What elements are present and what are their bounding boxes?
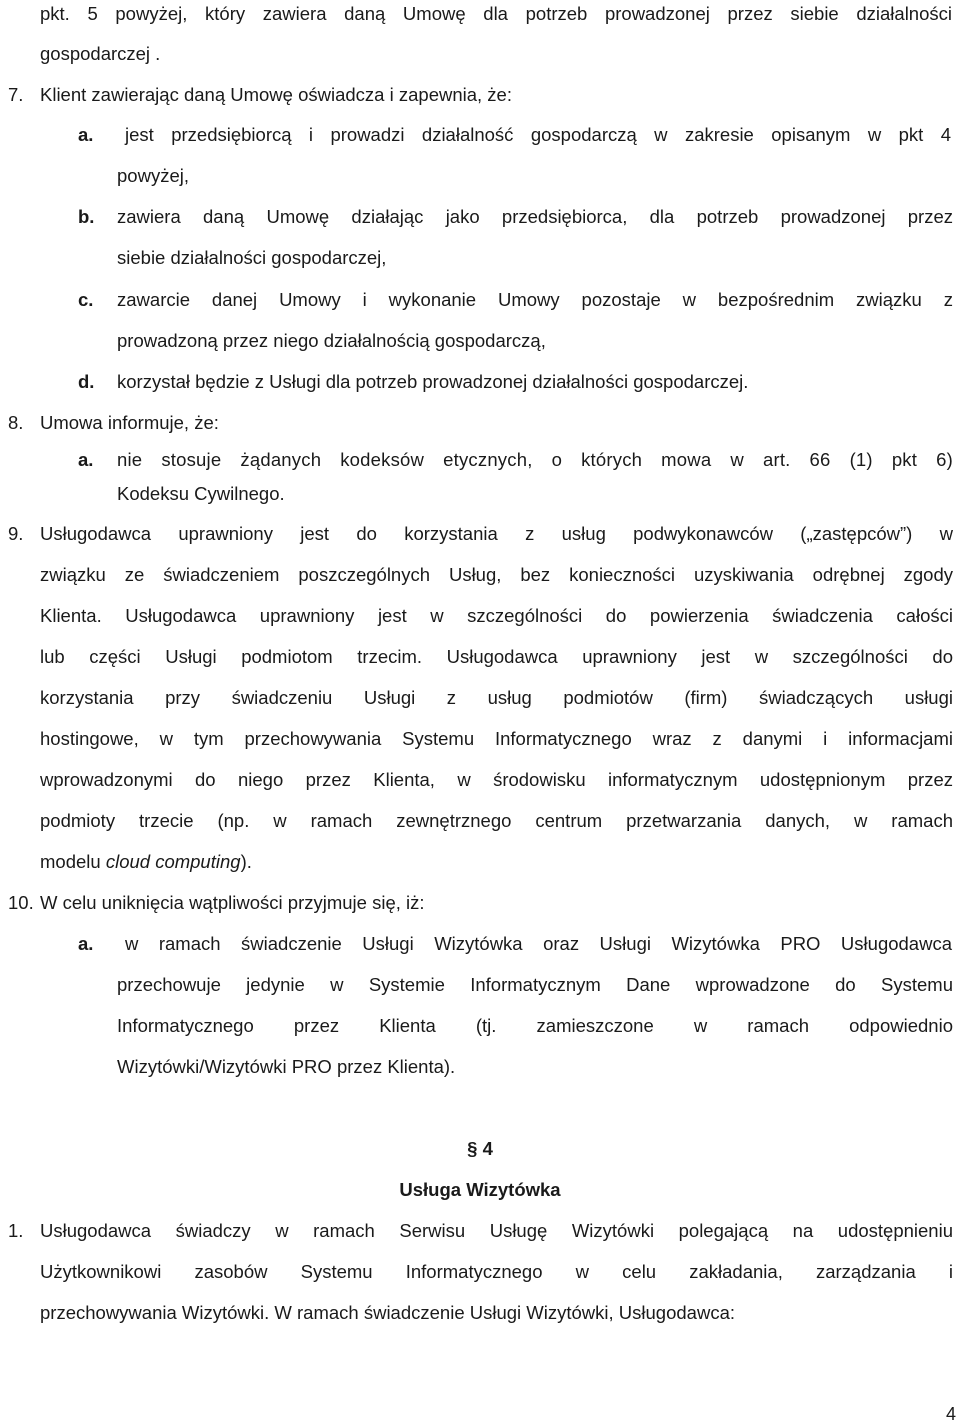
text-run: ).: [240, 851, 252, 872]
sublist-text: zawarcie danej Umowy i wykonanie Umowy pozostaje w bezpośrednim związku z: [117, 289, 953, 310]
sublist-text: przechowuje jedynie w Systemie Informatycznym Dane wprowadzone do Systemu: [117, 974, 953, 995]
paragraph-line: przechowywania Wizytówki. W ramach świadczenie Usługi Wizytówki, Usługodawca:: [40, 1302, 735, 1323]
sublist-label: a.: [78, 449, 94, 470]
sublist-text: Wizytówki/Wizytówki PRO przez Klienta).: [117, 1056, 456, 1077]
list-number: 9.: [8, 523, 24, 544]
paragraph-line: Klienta. Usługodawca uprawniony jest w szczególności do powierzenia świadczenia całości: [40, 605, 953, 626]
sublist-text: nie stosuje żądanych kodeksów etycznych, o których mowa w art. 66 (1) pkt 6): [117, 449, 953, 470]
sublist-text: korzystał będzie z Usługi dla potrzeb prowadzonej działalności gospodarczej.: [117, 371, 749, 392]
list-number: 8.: [8, 412, 24, 433]
sublist-text: zawiera daną Umowę działając jako przedsiębiorca, dla potrzeb prowadzonej przez: [117, 206, 953, 227]
paragraph-line: pkt. 5 powyżej, który zawiera daną Umowę dla potrzeb prowadzonej przez siebie działalności: [40, 3, 952, 24]
sublist-label: a.: [78, 933, 94, 954]
list-number: 1.: [8, 1220, 24, 1241]
paragraph-line: [40, 850, 252, 874]
paragraph-line: Usługodawca świadczy w ramach Serwisu Usługę Wizytówki polegającą na udostępnieniu: [40, 1220, 953, 1241]
sublist-label: b.: [78, 206, 95, 227]
sublist-label: c.: [78, 289, 94, 310]
list-item-text: Klient zawierając daną Umowę oświadcza i zapewnia, że:: [40, 84, 512, 105]
paragraph-line: podmioty trzecie (np. w ramach zewnętrznego centrum przetwarzania danych, w ramach: [40, 810, 953, 831]
sublist-text: Informatycznego przez Klienta (tj. zamieszczone w ramach odpowiednio: [117, 1015, 953, 1036]
sublist-label: d.: [78, 371, 95, 392]
text-run: modelu: [40, 851, 106, 872]
paragraph-line: wprowadzonymi do niego przez Klienta, w środowisku informatycznym udostępnionym przez: [40, 769, 953, 790]
paragraph-line: lub części Usługi podmiotom trzecim. Usługodawca uprawniony jest w szczególności do: [40, 646, 953, 667]
sublist-text: jest przedsiębiorcą i prowadzi działalność gospodarczą w zakresie opisanym w pkt 4: [125, 124, 951, 145]
section-title: Usługa Wizytówka: [399, 1179, 561, 1200]
sublist-text: Kodeksu Cywilnego.: [117, 483, 285, 504]
sublist-text: siebie działalności gospodarczej,: [117, 247, 387, 268]
paragraph-line: gospodarczej .: [40, 43, 161, 64]
sublist-label: a.: [78, 124, 94, 145]
sublist-text: w ramach świadczenie Usługi Wizytówka oraz Usługi Wizytówka PRO Usługodawca: [125, 933, 952, 954]
page-number: 4: [945, 1404, 956, 1424]
paragraph-line: związku ze świadczeniem poszczególnych Usług, bez konieczności uzyskiwania odrębnej zgody: [40, 564, 953, 585]
list-number: 10.: [8, 892, 34, 913]
sublist-text: prowadzoną przez niego działalnością gospodarczą,: [117, 330, 546, 351]
sublist-text: powyżej,: [117, 165, 189, 186]
paragraph-line: korzystania przy świadczeniu Usługi z usług podmiotów (firm) świadczących usługi: [40, 687, 953, 708]
paragraph-line: Usługodawca uprawniony jest do korzystania z usług podwykonawców („zastępców”) w: [40, 523, 953, 544]
section-number: § 4: [467, 1138, 493, 1159]
paragraph-line: Użytkownikowi zasobów Systemu Informatycznego w celu zakładania, zarządzania i: [40, 1261, 953, 1282]
italic-term: cloud computing: [105, 851, 241, 872]
list-number: 7.: [8, 84, 24, 105]
list-item-text: W celu uniknięcia wątpliwości przyjmuje się, iż:: [40, 892, 425, 913]
list-item-text: Umowa informuje, że:: [40, 412, 219, 433]
paragraph-line: hostingowe, w tym przechowywania Systemu Informatycznego wraz z danymi i informacjami: [40, 728, 953, 749]
